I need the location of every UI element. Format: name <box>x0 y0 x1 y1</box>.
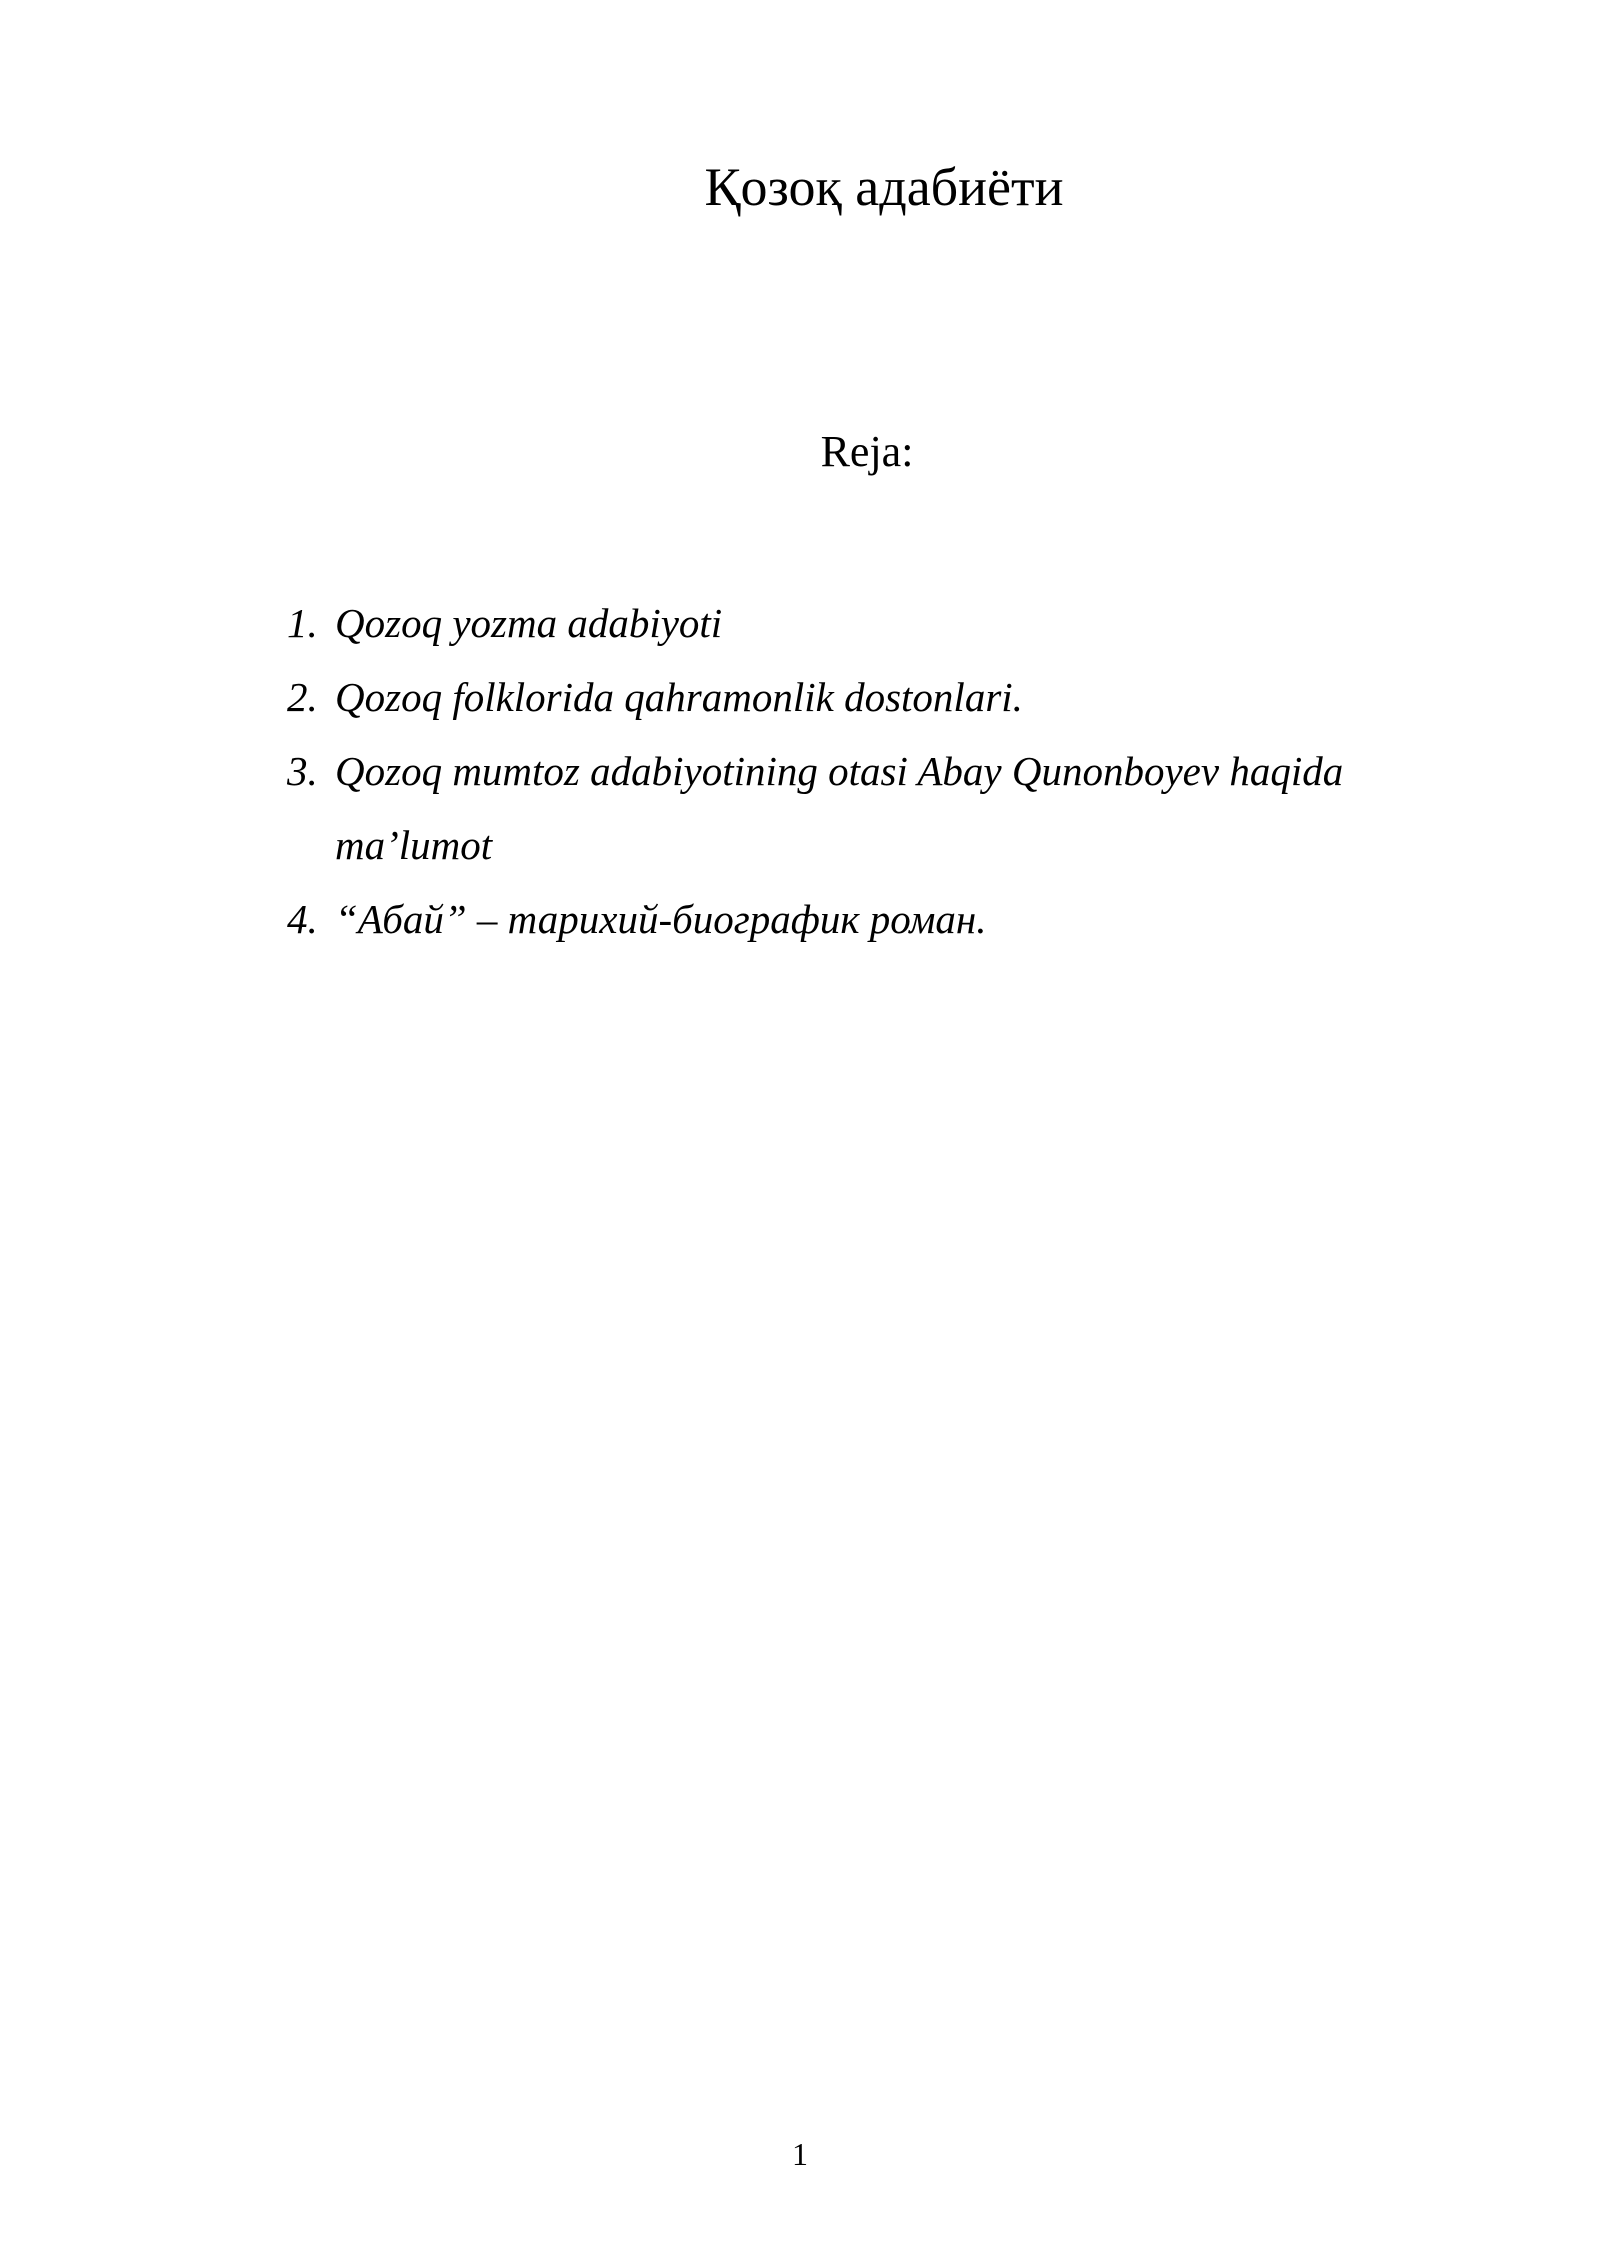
page-number: 1 <box>792 2136 808 2172</box>
list-item-number: 1. <box>287 600 318 646</box>
list-item-text: Qozoq yozma adabiyoti <box>335 600 723 646</box>
list-item-text: Qozoq mumtoz adabiyotining otasi Abay Qunonboyev haqida ma’lumot <box>335 748 1344 868</box>
list-item-text: Qozoq folklorida qahramonlik dostonlari. <box>335 674 1023 720</box>
plan-list <box>287 586 1427 956</box>
list-item-number: 3. <box>287 748 318 794</box>
document-title: Қозоқ адабиёти <box>704 157 1064 217</box>
list-item <box>287 734 1427 882</box>
plan-heading: Reja: <box>820 427 914 476</box>
list-item-number: 2. <box>287 674 318 720</box>
list-item <box>287 660 1427 734</box>
list-item-text: “Абай” – тарихий-биографик роман. <box>335 896 987 942</box>
list-item-number: 4. <box>287 896 318 942</box>
list-item <box>287 882 1427 956</box>
list-item <box>287 586 1427 660</box>
